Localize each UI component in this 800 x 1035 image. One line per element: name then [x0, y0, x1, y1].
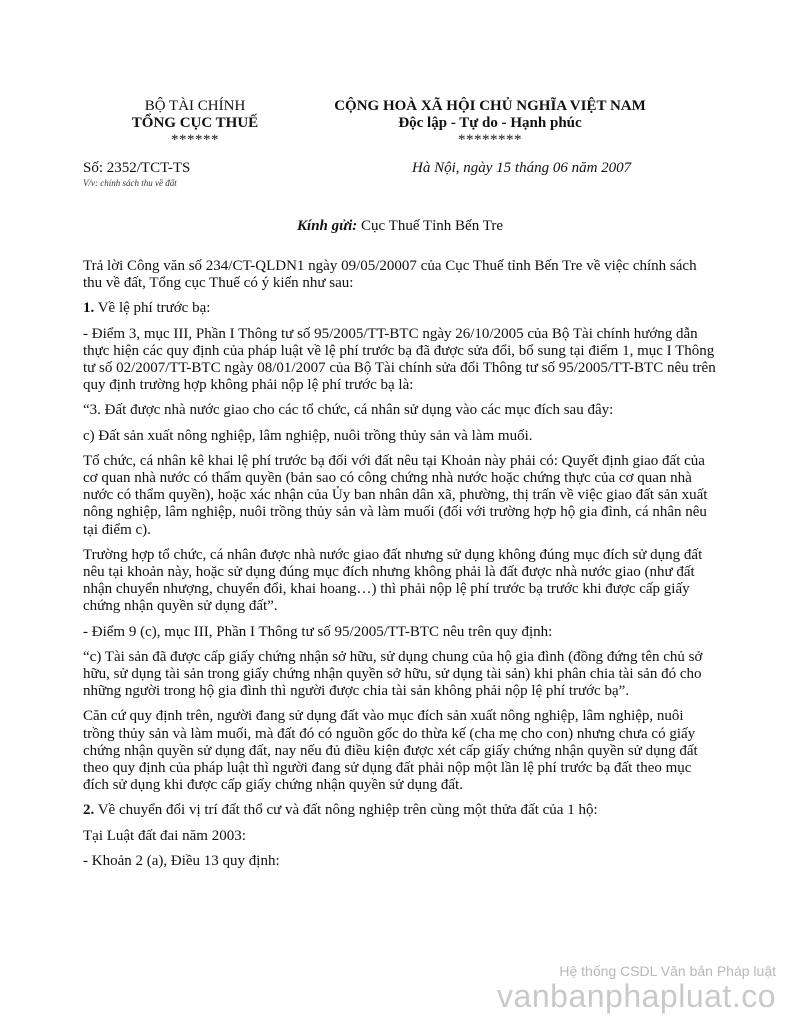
national-motto: Độc lập - Tự do - Hạnh phúc	[398, 115, 582, 131]
body-paragraph: - Khoản 2 (a), Điều 13 quy định:	[83, 852, 280, 869]
section-1-heading	[83, 300, 718, 317]
nation-name: CỘNG HOÀ XÃ HỘI CHỦ NGHĨA VIỆT NAM	[334, 98, 646, 114]
document-date: Hà Nội, ngày 15 tháng 06 năm 2007	[412, 160, 632, 176]
section-2-number: 2.	[83, 802, 95, 819]
department-name: TỔNG CỤC THUẾ	[131, 115, 259, 131]
issuing-agency-header	[90, 98, 300, 149]
body-paragraph: - Điểm 9 (c), mục III, Phần I Thông tư số 95/2005/TT-BTC nêu trên quy định:	[83, 623, 553, 640]
body-paragraph: Căn cứ quy định trên, người đang sử dụng đất vào mục đích sản xuất nông nghiệp, lâm nghiệp, nuôi trồng thủy sản và làm muối, mà đất đó có nguồn gốc do thừa kế (cha mẹ cho con) nhưng chưa có giấy chứng nhận quyền sử dụng đất, nay nếu đủ điều kiện được xét cấp giấy chứng nhận quyền sử dụng đất theo quy định của pháp luật thì người đang sử dụng đất phải nộp một lần lệ phí trước bạ đất theo mục đích sử dụng khi được cấp giấy chứng nhận quyền sử dụng đất.	[83, 708, 698, 794]
body-paragraph: “3. Đất được nhà nước giao cho các tổ chức, cá nhân sử dụng vào các mục đích sau đây:	[83, 402, 614, 419]
national-header	[290, 98, 690, 149]
recipient-line	[0, 218, 800, 235]
ministry-name: BỘ TÀI CHÍNH	[144, 98, 246, 114]
document-body	[83, 258, 718, 878]
body-paragraph: Trường hợp tổ chức, cá nhân được nhà nước giao đất nhưng sử dụng không đúng mục đích sử dụng đất nêu tại khoản này, hoặc sử dụng đúng mục đích nhưng không phải là đất được nhà nước giao (như đất nhận chuyển nhượng, chuyển đổi, khai hoang…) thì phải nộp lệ phí trước bạ trước khi được cấp giấy chứng nhận quyền sử dụng đất”.	[83, 546, 703, 615]
body-paragraph: - Điểm 3, mục III, Phần I Thông tư số 95/2005/TT-BTC ngày 26/10/2005 của Bộ Tài chính hướng dẫn thực hiện các quy định của pháp luật về lệ phí trước bạ đã được sửa đổi, bổ sung tại điểm 1, mục I Thông tư số 02/2007/TT-BTC ngày 08/01/2007 của Bộ Tài chính sửa đổi Thông tư số 95/2005/TT-BTC nêu trên quy định trường hợp không phải nộp lệ phí trước bạ là:	[83, 325, 716, 394]
body-paragraph: Tổ chức, cá nhân kê khai lệ phí trước bạ đối với đất nêu tại Khoản này phải có: Quyết định giao đất của cơ quan nhà nước có thẩm quyền (bản sao có công chứng nhà nước hoặc chứng thực của cơ quan nhà nước có thẩm quyền), hoặc xác nhận của Ủy ban nhân dân xã, phường, thị trấn về việc giao đất sản xuất nông nghiệp, lâm nghiệp, nuôi trồng thủy sản và làm muối (đối với trường hợp hộ gia đình, cá nhân nêu tại điểm c).	[83, 452, 708, 538]
intro-paragraph: Trả lời Công văn số 234/CT-QLDN1 ngày 09/05/20007 của Cục Thuế tỉnh Bến Tre về việc chính sách thu về đất, Tổng cục Thuế có ý kiến như sau:	[83, 258, 697, 292]
document-number: Số: 2352/TCT-TS	[83, 160, 191, 176]
section-2-title: Về chuyển đổi vị trí đất thổ cư và đất nông nghiệp trên cùng một thửa đất của 1 hộ:	[94, 802, 598, 819]
section-2-heading	[83, 802, 718, 819]
watermark-site: vanbanphapluat.co	[497, 978, 776, 1014]
body-paragraph: Tại Luật đất đai năm 2003:	[83, 827, 246, 844]
recipient-label: Kính gửi:	[297, 218, 358, 234]
section-1-number: 1.	[83, 300, 95, 317]
body-paragraph: “c) Tài sản đã được cấp giấy chứng nhận sở hữu, sử dụng chung của hộ gia đình (đồng đứng tên chủ sở hữu, sử dụng tài sản trong giấy chứng nhận quyền sở hữu, sử dụng tài sản) khi phân chia tài sản đó cho những người trong hộ gia đình thì người được chia tài sản không phải nộp lệ phí trước bạ”.	[83, 648, 703, 700]
agency-stars: ******	[171, 132, 219, 148]
recipient-name: Cục Thuế Tỉnh Bến Tre	[357, 218, 503, 234]
watermark-caption: Hệ thống CSDL Văn bản Pháp luật	[559, 963, 776, 979]
body-paragraph: c) Đất sản xuất nông nghiệp, lâm nghiệp, nuôi trồng thủy sản và làm muối.	[83, 427, 533, 444]
document-subject: V/v: chính sách thu về đất	[83, 178, 177, 188]
section-1-title: Về lệ phí trước bạ:	[94, 300, 211, 317]
motto-stars: ********	[458, 132, 522, 148]
